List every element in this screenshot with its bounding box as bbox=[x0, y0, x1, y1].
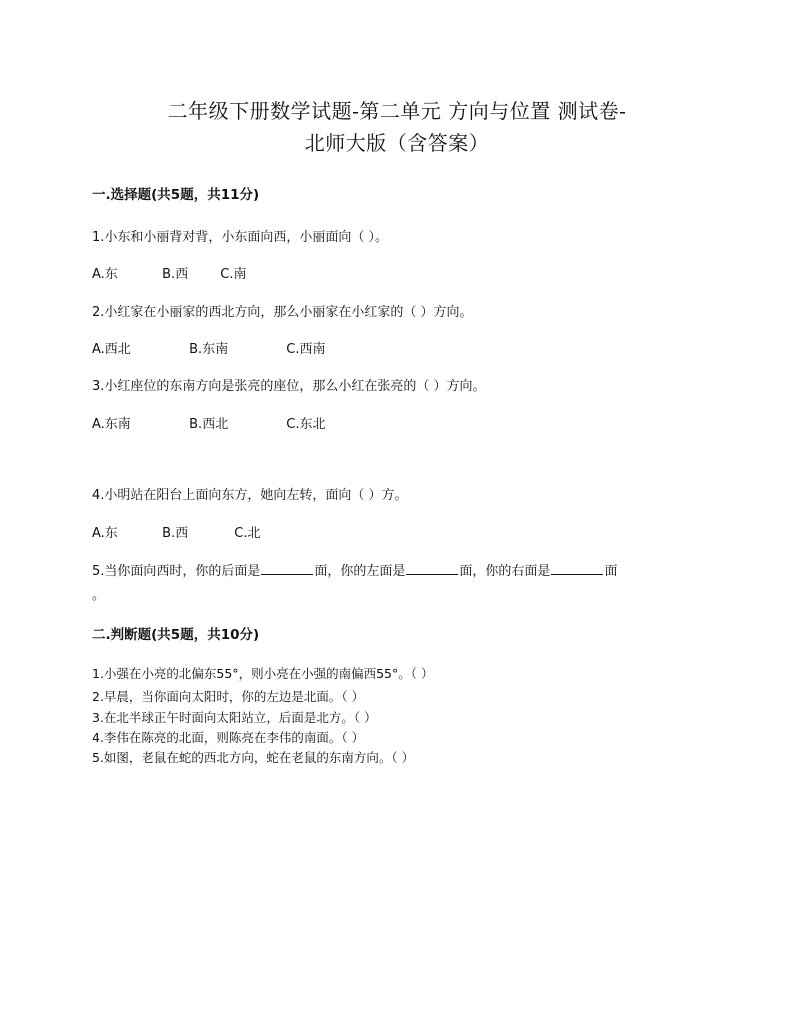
tf-item-3: 3.在北半球正午时面向太阳站立，后面是北方。（ ） bbox=[92, 710, 377, 725]
tf-item-2: 2.早晨，当你面向太阳时，你的左边是北面。（ ） bbox=[92, 689, 365, 704]
question-5-tail: 。 bbox=[92, 588, 106, 603]
question-5-part3: 面，你的右面是 bbox=[459, 564, 551, 579]
question-5 bbox=[92, 560, 617, 579]
question-5-part1: 5.当你面向西时，你的后面是 bbox=[92, 564, 261, 579]
question-2: 2.小红家在小丽家的西北方向，那么小丽家在小红家的（ ）方向。 bbox=[92, 305, 473, 320]
option-c: C.南 bbox=[220, 267, 247, 282]
question-5-part2: 面，你的左面是 bbox=[314, 564, 406, 579]
question-1: 1.小东和小丽背对背，小东面向西，小丽面向（ ）。 bbox=[92, 230, 389, 245]
doc-title-line1: 二年级下册数学试题-第二单元 方向与位置 测试卷- bbox=[167, 99, 627, 123]
section-heading-true-false: 二.判断题(共5题，共10分) bbox=[92, 627, 260, 643]
answer-blank bbox=[551, 562, 603, 575]
option-a: A.东 bbox=[92, 526, 118, 541]
tf-item-4: 4.李伟在陈亮的北面，则陈亮在李伟的南面。（ ） bbox=[92, 730, 365, 745]
option-c: C.东北 bbox=[286, 417, 326, 432]
option-a: A.西北 bbox=[92, 342, 131, 357]
option-a: A.东南 bbox=[92, 417, 131, 432]
option-a: A.东 bbox=[92, 267, 118, 282]
question-4: 4.小明站在阳台上面向东方，她向左转，面向（ ）方。 bbox=[92, 488, 408, 503]
option-b: B.西北 bbox=[189, 417, 229, 432]
option-b: B.东南 bbox=[189, 342, 229, 357]
option-c: C.西南 bbox=[286, 342, 326, 357]
tf-item-5: 5.如图，老鼠在蛇的西北方向，蛇在老鼠的东南方向。（ ） bbox=[92, 750, 415, 765]
tf-item-1: 1.小强在小亮的北偏东55°，则小亮在小强的南偏西55°。（ ） bbox=[92, 666, 434, 681]
question-2-options bbox=[92, 338, 326, 357]
option-c: C.北 bbox=[234, 526, 261, 541]
answer-blank bbox=[406, 562, 458, 575]
doc-title-line2: 北师大版（含答案） bbox=[304, 131, 490, 155]
question-1-options bbox=[92, 263, 247, 282]
section-heading-choice: 一.选择题(共5题，共11分) bbox=[92, 187, 260, 203]
question-3-options bbox=[92, 413, 326, 432]
answer-blank bbox=[261, 562, 313, 575]
option-b: B.西 bbox=[162, 526, 189, 541]
question-5-part4: 面 bbox=[604, 564, 618, 579]
option-b: B.西 bbox=[162, 267, 189, 282]
question-4-options bbox=[92, 522, 261, 541]
question-3: 3.小红座位的东南方向是张亮的座位，那么小红在张亮的（ ）方向。 bbox=[92, 379, 486, 394]
